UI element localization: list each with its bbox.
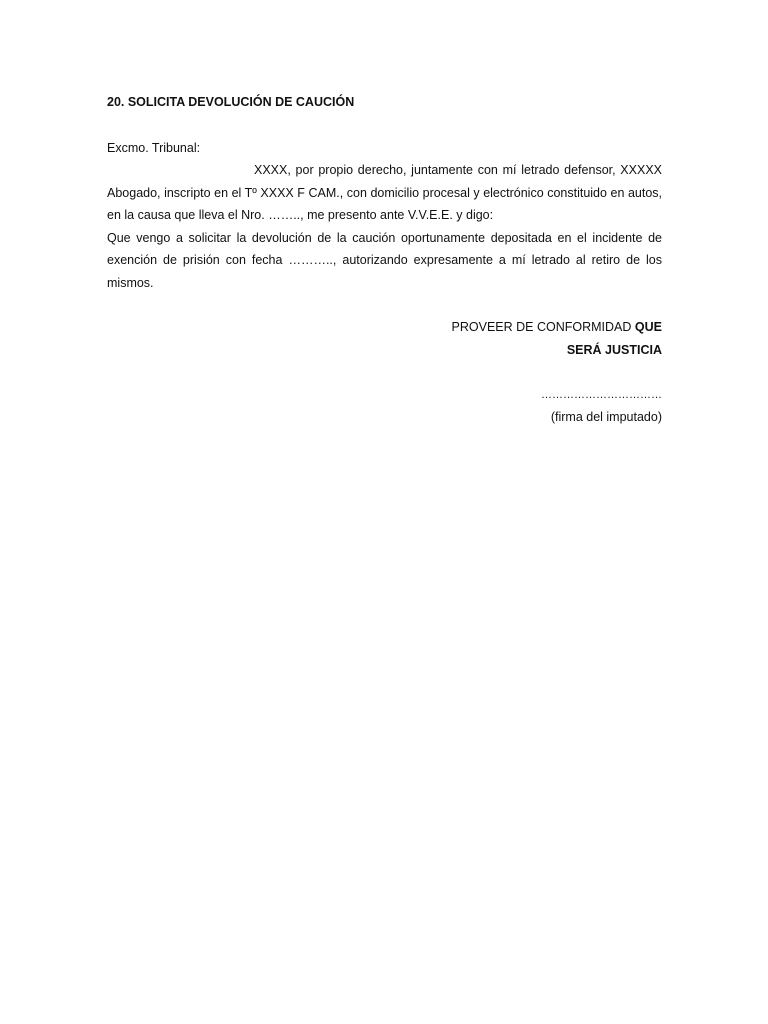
closing-formula xyxy=(107,316,662,361)
salutation: Excmo. Tribunal: xyxy=(107,140,201,155)
document-body xyxy=(107,91,662,429)
paragraph-request: Que vengo a solicitar la devolución de la caución oportunamente depositada en el incidente de exención de prisión con fecha ……….., autorizando expresamente a mí letrado al retiro de los mismos. xyxy=(107,230,662,290)
signature-caption: (firma del imputado) xyxy=(550,410,662,424)
document-title: 20. SOLICITA DEVOLUCIÓN DE CAUCIÓN xyxy=(107,95,355,109)
closing-bold-text-2: SERÁ JUSTICIA xyxy=(566,342,662,357)
signature-line: …………………………… xyxy=(541,389,662,401)
paragraph-presentation: XXXX, por propio derecho, juntamente con mí letrado defensor, XXXXX Abogado, inscripto en el Tº XXXX F CAM., con domicilio procesal y electrónico constituido en autos, en la causa que lleva el Nro. …….., me presento ante V.V.E.E. y digo: xyxy=(107,163,662,222)
closing-normal-text: PROVEER DE CONFORMIDAD xyxy=(451,320,635,334)
closing-bold-text-1: QUE xyxy=(634,320,662,334)
